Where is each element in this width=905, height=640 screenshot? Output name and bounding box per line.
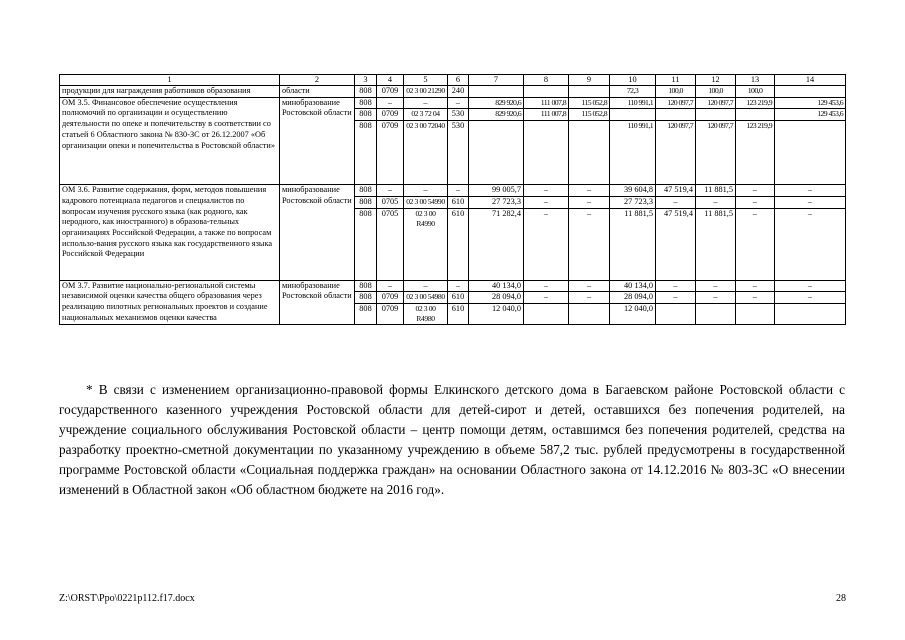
table-row <box>60 97 846 109</box>
kcsr-cell: 02 3 00 72040 <box>404 121 448 185</box>
header-cell: 6 <box>448 75 469 86</box>
value-cell: – <box>569 185 610 197</box>
grbs-cell: 808 <box>355 86 377 98</box>
grbs-cell: 808 <box>355 97 377 109</box>
value-cell <box>775 121 846 185</box>
value-cell <box>524 303 569 324</box>
rzpr-cell: 0705 <box>377 196 404 208</box>
value-cell: – <box>696 280 736 292</box>
value-cell <box>524 86 569 98</box>
grbs-cell: 808 <box>355 185 377 197</box>
value-cell: 111 007,8 <box>524 97 569 109</box>
value-cell <box>656 303 696 324</box>
document-path: Z:\ORST\Ppo\0221p112.f17.docx <box>59 593 195 604</box>
grbs-cell: 808 <box>355 292 377 304</box>
value-cell: – <box>736 280 775 292</box>
kcsr-cell: – <box>404 97 448 109</box>
measure-name: ОМ 3.7. Развитие национально-региональной системы независимой оценки качества общего образования через реализацию пилотных региональных проектов и создание национальных механизмов оценки качества <box>60 280 280 324</box>
header-cell: 2 <box>280 75 355 86</box>
table-header-row <box>60 75 846 86</box>
measure-name: ОМ 3.6. Развитие содержания, форм, методов повышения кадрового потенциала педагогов и специалистов по вопросам изучения русского языка (как родного, как неродного, как иностранного) в образова-тельных организациях Российской Федерации, а также по вопросам использо-вания русского языка как государственного языка Российской Федерации <box>60 185 280 280</box>
kcsr-cell: 02 3 00 R4990 <box>404 208 448 280</box>
value-cell: – <box>775 196 846 208</box>
value-cell: – <box>569 208 610 280</box>
kcsr-cell: 02 3 00 54980 <box>404 292 448 304</box>
header-cell: 7 <box>469 75 524 86</box>
vr-cell: 610 <box>448 292 469 304</box>
kcsr-cell: – <box>404 185 448 197</box>
value-cell: 28 094,0 <box>469 292 524 304</box>
kcsr-cell: 02 3 00 R4980 <box>404 303 448 324</box>
value-cell: – <box>569 280 610 292</box>
vr-cell: – <box>448 185 469 197</box>
value-cell <box>775 303 846 324</box>
header-cell: 5 <box>404 75 448 86</box>
value-cell: – <box>524 196 569 208</box>
value-cell: 123 219,9 <box>736 97 775 109</box>
value-cell: – <box>775 292 846 304</box>
rzpr-cell: 0709 <box>377 121 404 185</box>
kcsr-cell: 02 3 72 04 <box>404 109 448 121</box>
kcsr-cell: – <box>404 280 448 292</box>
value-cell: 71 282,4 <box>469 208 524 280</box>
header-cell: 3 <box>355 75 377 86</box>
value-cell: 12 040,0 <box>610 303 656 324</box>
measure-name: ОМ 3.5. Финансовое обеспечение осуществления полномочий по организации и осуществлению деятельности по опеке и попечительству в соответствии со статьей 6 Областного закона № 830-ЗС от 26.12.2007 «Об организации опеки и попечительства в Ростовской области» <box>60 97 280 184</box>
vr-cell: 610 <box>448 303 469 324</box>
value-cell <box>656 109 696 121</box>
value-cell: 47 519,4 <box>656 208 696 280</box>
page-number: 28 <box>836 593 846 604</box>
value-cell: 11 881,5 <box>696 208 736 280</box>
value-cell <box>524 121 569 185</box>
value-cell: 40 134,0 <box>610 280 656 292</box>
value-cell: – <box>736 208 775 280</box>
budget-table <box>59 74 846 325</box>
vr-cell: – <box>448 280 469 292</box>
value-cell: 110 991,1 <box>610 121 656 185</box>
value-cell: – <box>524 208 569 280</box>
vr-cell: 610 <box>448 208 469 280</box>
rzpr-cell: 0709 <box>377 303 404 324</box>
value-cell: 115 052,8 <box>569 109 610 121</box>
value-cell: – <box>775 208 846 280</box>
header-cell: 11 <box>656 75 696 86</box>
header-cell: 1 <box>60 75 280 86</box>
value-cell: 39 604,8 <box>610 185 656 197</box>
value-cell: 72,3 <box>610 86 656 98</box>
value-cell: – <box>775 280 846 292</box>
header-cell: 13 <box>736 75 775 86</box>
value-cell: 47 519,4 <box>656 185 696 197</box>
value-cell: 129 453,6 <box>775 97 846 109</box>
kcsr-cell: 02 3 00 21290 <box>404 86 448 98</box>
value-cell: 120 097,7 <box>656 97 696 109</box>
value-cell: 100,0 <box>656 86 696 98</box>
value-cell: – <box>524 280 569 292</box>
value-cell: – <box>656 292 696 304</box>
value-cell: – <box>524 185 569 197</box>
value-cell <box>469 86 524 98</box>
kcsr-cell: 02 3 00 54990 <box>404 196 448 208</box>
header-cell: 12 <box>696 75 736 86</box>
value-cell: 829 920,6 <box>469 97 524 109</box>
value-cell: 120 097,7 <box>656 121 696 185</box>
value-cell <box>736 303 775 324</box>
header-cell: 14 <box>775 75 846 86</box>
grbs-cell: 808 <box>355 280 377 292</box>
value-cell: – <box>656 280 696 292</box>
header-cell: 4 <box>377 75 404 86</box>
value-cell <box>569 86 610 98</box>
vr-cell: – <box>448 97 469 109</box>
grbs-cell: 808 <box>355 196 377 208</box>
executor: минобразование Ростовской области <box>280 97 355 184</box>
value-cell <box>469 121 524 185</box>
value-cell: 12 040,0 <box>469 303 524 324</box>
table-row <box>60 86 846 98</box>
value-cell: – <box>569 196 610 208</box>
value-cell: 11 881,5 <box>696 185 736 197</box>
value-cell: – <box>569 292 610 304</box>
rzpr-cell: 0705 <box>377 208 404 280</box>
executor: минобразование Ростовской области <box>280 280 355 324</box>
value-cell: 27 723,3 <box>610 196 656 208</box>
rzpr-cell: – <box>377 97 404 109</box>
header-cell: 8 <box>524 75 569 86</box>
value-cell: – <box>736 196 775 208</box>
vr-cell: 240 <box>448 86 469 98</box>
value-cell <box>696 303 736 324</box>
grbs-cell: 808 <box>355 303 377 324</box>
value-cell <box>569 121 610 185</box>
executor: минобразование Ростовской области <box>280 185 355 280</box>
value-cell: 11 881,5 <box>610 208 656 280</box>
value-cell <box>736 109 775 121</box>
executor: области <box>280 86 355 98</box>
footnote: * В связи с изменением организационно-правовой формы Елкинского детского дома в Багаевском районе Ростовской области с государственного казенного учреждения Ростовской области для детей-сирот и детей, оставшихся без попечения родителей, на учреждение социального обслуживания Ростовской области – центр помощи детям, оставшимся без попечения родителей, средства на разработку проектно-сметной документации по указанному учреждению в объеме 587,2 тыс. рублей предусмотрены в государственной программе Ростовской области «Социальная поддержка граждан» на основании Областного закона от 14.12.2016 № 803-ЗС «О внесении изменений в Областной закон «Об областном бюджете на 2016 год». <box>59 382 845 497</box>
rzpr-cell: 0709 <box>377 109 404 121</box>
rzpr-cell: – <box>377 185 404 197</box>
value-cell: 120 097,7 <box>696 97 736 109</box>
grbs-cell: 808 <box>355 109 377 121</box>
value-cell: 99 005,7 <box>469 185 524 197</box>
value-cell <box>569 303 610 324</box>
value-cell: 28 094,0 <box>610 292 656 304</box>
value-cell: – <box>524 292 569 304</box>
table-row <box>60 185 846 197</box>
value-cell: 120 097,7 <box>696 121 736 185</box>
measure-name: продукции для награждения работников образования <box>60 86 280 98</box>
value-cell <box>775 86 846 98</box>
rzpr-cell: – <box>377 280 404 292</box>
value-cell: – <box>696 292 736 304</box>
value-cell: 100,0 <box>736 86 775 98</box>
value-cell: 123 219,9 <box>736 121 775 185</box>
value-cell: 129 453,6 <box>775 109 846 121</box>
value-cell: 829 920,6 <box>469 109 524 121</box>
value-cell: – <box>736 292 775 304</box>
grbs-cell: 808 <box>355 208 377 280</box>
value-cell: – <box>656 196 696 208</box>
value-cell <box>610 109 656 121</box>
header-cell: 10 <box>610 75 656 86</box>
value-cell: – <box>736 185 775 197</box>
value-cell <box>696 109 736 121</box>
value-cell: 111 007,8 <box>524 109 569 121</box>
vr-cell: 530 <box>448 121 469 185</box>
value-cell: – <box>775 185 846 197</box>
vr-cell: 610 <box>448 196 469 208</box>
value-cell: 40 134,0 <box>469 280 524 292</box>
vr-cell: 530 <box>448 109 469 121</box>
value-cell: 110 991,1 <box>610 97 656 109</box>
value-cell: – <box>696 196 736 208</box>
rzpr-cell: 0709 <box>377 292 404 304</box>
value-cell: 115 052,8 <box>569 97 610 109</box>
value-cell: 100,0 <box>696 86 736 98</box>
header-cell: 9 <box>569 75 610 86</box>
grbs-cell: 808 <box>355 121 377 185</box>
table-row <box>60 280 846 292</box>
rzpr-cell: 0709 <box>377 86 404 98</box>
value-cell: 27 723,3 <box>469 196 524 208</box>
